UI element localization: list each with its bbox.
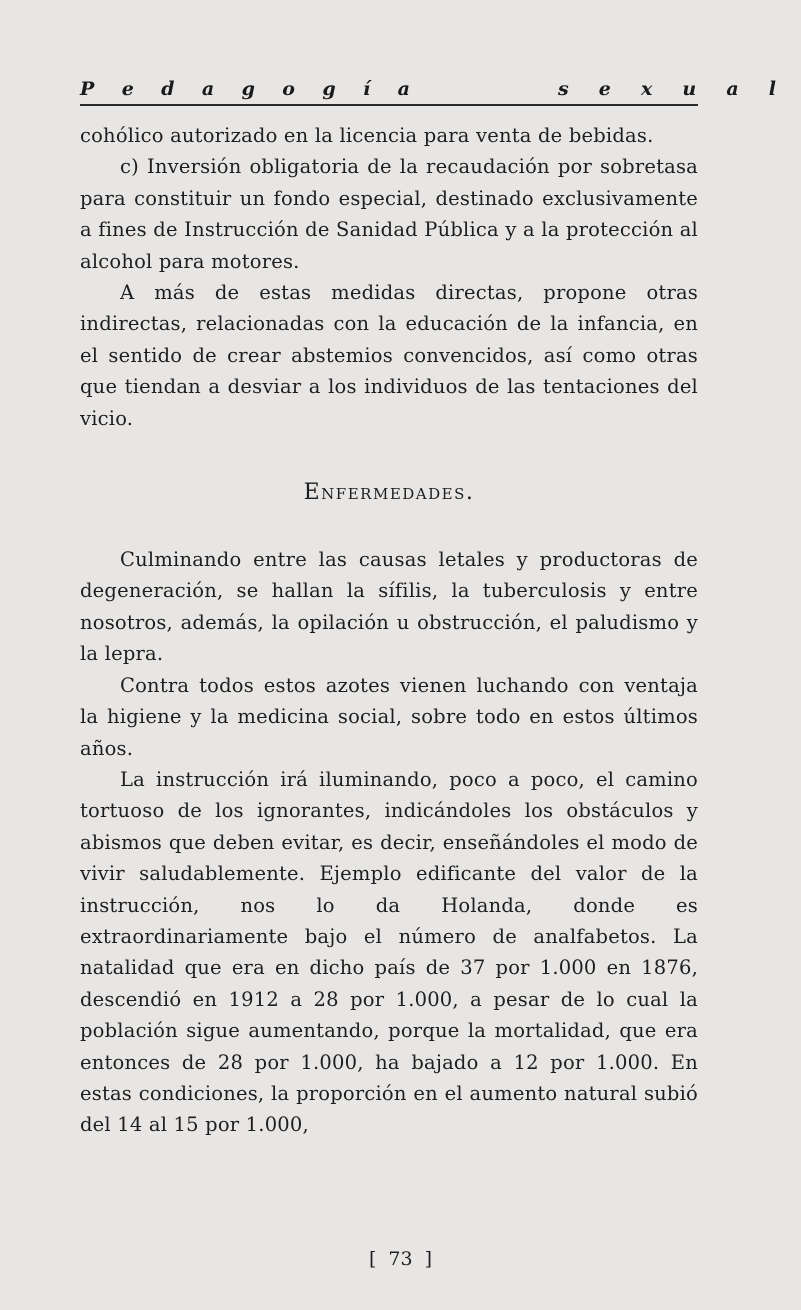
header-letter: P (80, 78, 95, 100)
header-letter: s (558, 78, 569, 100)
header-rule (80, 104, 698, 106)
header-letter: e (121, 78, 134, 100)
header-letter: a (726, 78, 739, 100)
section-heading: Enfermedades. (303, 480, 475, 506)
running-header (80, 78, 776, 106)
paragraph: c) Inversión obligatoria de la recaudación por sobretasa para constituir un fondo especial, destinado exclusivamente a fines de Instrucción de Sanidad Pública y a la protección al alcohol para motores. (80, 155, 698, 273)
running-header-word-pedagogia (80, 78, 410, 100)
header-letter: d (161, 78, 175, 100)
paragraph: Contra todos estos azotes vienen luchando con ventaja la higiene y la medicina social, sobre todo en estos últimos años. (80, 673, 698, 760)
paragraph: La instrucción irá iluminando, poco a poco, el camino tortuoso de los ignorantes, indicándoles los obstáculos y abismos que deben evitar, es decir, enseñándoles el modo de vivir saludablemente. Ejemplo edificante del valor de la instrucción, nos lo da Holanda, donde es extraordinariamente bajo el número de analfabetos. La natalidad que era en dicho país de 37 por 1.000 en 1876, descendió en 1912 a 28 por 1.000, a pesar de lo cual la población sigue aumentando, porque la mortalidad, que era entonces de 28 por 1.000, ha bajado a 12 por 1.000. En estas condiciones, la proporción en el aumento natural subió del 14 al 15 por 1.000, (80, 767, 698, 1137)
header-letter: u (682, 78, 697, 100)
paragraph: A más de estas medidas directas, propone otras indirectas, relacionadas con la educación de la infancia, en el sentido de crear abstemios convencidos, así como otras que tiendan a desviar a los individuos de las tentaciones del vicio. (80, 281, 698, 430)
header-letter: a (397, 78, 410, 100)
page-number: [ 73 ] (368, 1248, 433, 1270)
paragraph: cohólico autorizado en la licencia para venta de bebidas. (80, 124, 654, 147)
header-letter: x (640, 78, 653, 100)
header-letter: g (322, 78, 336, 100)
running-header-word-sexual (558, 78, 776, 100)
header-letter: g (241, 78, 255, 100)
header-letter: o (282, 78, 295, 100)
paragraph: Culminando entre las causas letales y productoras de degeneración, se hallan la sífilis, la tuberculosis y entre nosotros, además, la opilación u obstrucción, el paludismo y la lepra. (80, 548, 698, 666)
header-letter: í (363, 78, 371, 100)
header-letter: e (598, 78, 611, 100)
header-letter: l (768, 78, 776, 100)
header-letter: a (201, 78, 215, 100)
body-text (80, 120, 698, 1141)
